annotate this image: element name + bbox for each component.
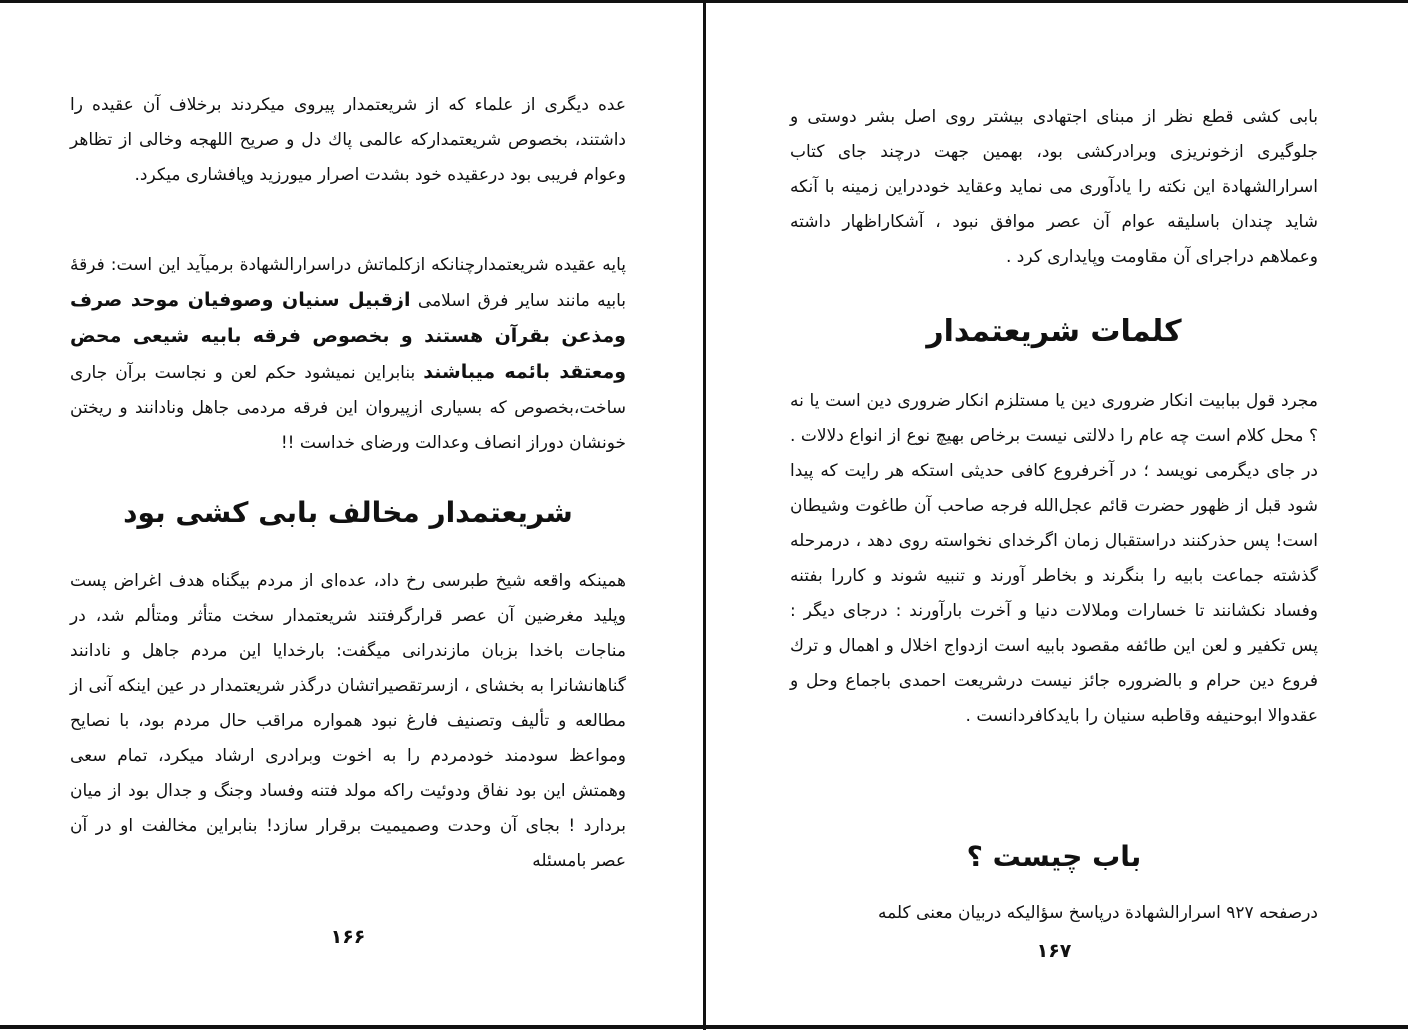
right-paragraph-1: بابی کشی قطع نظر از مبنای اجتهادی بیشتر روی اصل بشر دوستی و جلوگیری ازخونریزی وبرادرکشی بود، بهمین جهت درچند جای کتاب اسرارالشهادة این نکته را یادآوری می نماید وعقاید خوددراین زمینه با آنکه شاید چندان باسلیقه عوام آن عصر موافق نبود ، آشکاراظهار داشته وعملاهم دراجرای آن مقاومت وپایداری کرد . <box>790 107 1318 267</box>
left-paragraph-2 <box>70 248 626 461</box>
right-heading-2: باب چیست ؟ <box>966 840 1142 873</box>
right-heading-1: کلمات شریعتمدار <box>926 314 1182 349</box>
left-paragraph-3: همینکه واقعه شیخ طبرسی رخ داد، عده‌ای از مردم بیگناه هدف اغراض پست وپلید مغرضین آن عصر قرارگرفتند شریعتمدار سخت متأثر ومتألم شد، در مناجات باخدا بزبان مازندرانی میگفت: بارخدایا این مردم جاهل و نادانند گناهانشانرا به بخشای ، ازسرتقصیراتشان درگذر شریعتمدار در عین اینکه آنی از مطالعه و تألیف وتصنیف فارغ نبود همواره مراقب حال مردم بود، با نصایح ومواعظ سودمند خودمردم را به اخوت وبرادری ارشاد میکرد، تمام سعی وهمتش این بود نفاق ودوئیت راکه مولد فتنه وفساد وجنگ و جدال بود از میان بردارد ! بجای آن وحدت وصمیمیت برقرار سازد! بنابراین مخالفت او در آن عصر بامسئله <box>70 571 626 871</box>
bottom-border <box>0 1025 1408 1029</box>
left-paragraph-1: عده دیگری از علماء که از شریعتمدار پیروی میکردند برخلاف آن عقیده را داشتند، بخصوص شریعتمدارکه عالمی پاك دل و صریح اللهجه وخالی از تظاهر وعوام فریبی بود درعقیده خود بشدت اصرار میورزید وپافشاری میکرد. <box>70 95 626 185</box>
right-page-number: ۱۶۷ <box>1036 940 1072 962</box>
left-paragraph-2-bold: ازقبیل سنیان وصوفیان موحد صرف ومذعن بقرآن هستند و بخصوص فرقه بابیه شیعی محض ومعتقد بائمه میباشند <box>70 289 627 383</box>
left-heading: شریعتمدار مخالف بابی کشی بود <box>123 496 573 529</box>
left-page-number: ۱۶۶ <box>330 926 366 948</box>
right-paragraph-2: مجرد قول ببابیت انکار ضروری دین یا مستلزم انکار ضروری دین است یا نه ؟ محل کلام است چه عام را دلالتی نیست برخاص بهیچ نوع از انواع دلالات . در جای دیگرمی نویسد ؛ در آخرفروع کافی حدیثی استکه هر رایت که پیدا شود قبل از ظهور حضرت قائم عجل‌الله فرجه صاحب آن طاغوت وشیطان است! پس حذرکنند دراستقبال زمان اگرخدای نخواسته روی دهد ، درمرحله گذشته جماعت بابیه را بنگرند و بخاطر آورند و تنبیه شوند و کاررا بفتنه وفساد نکشانند تا خسارات وملالات دنیا و آخرت بارآورند : درجای دیگر : پس تکفیر و لعن این طائفه مقصود بابیه است ازدواج اخلال و اهمال و ترك فروع دین حرام و بالضروره جائز نیست درشریعت احمدی باجماع وحل و عقدوالا ابوحنیفه وقاطبه سنیان را بایدکافردانست . <box>790 391 1318 726</box>
page-gutter <box>703 0 706 1030</box>
right-paragraph-3: درصفحه ۹۲۷ اسرارالشهادة درپاسخ سؤالیکه دربیان معنی کلمه <box>877 903 1318 923</box>
left-paragraph-2-rest: بنابراین نمیشود حکم لعن و نجاست برآن جاری ساخت،بخصوص که بسیاری ازپیروان این فرقه مردمی جاهل ونادانند و ریختن خونشان دوراز انصاف وعدالت ورضای خداست !! <box>70 363 626 453</box>
left-paragraph-2-intro: پایه عقیده شریعتمدارچنانکه ازکلماتش دراسرارالشهادة برمیآید این است: فرقهٔ بابیه مانند سایر فرق اسلامی <box>70 255 627 311</box>
